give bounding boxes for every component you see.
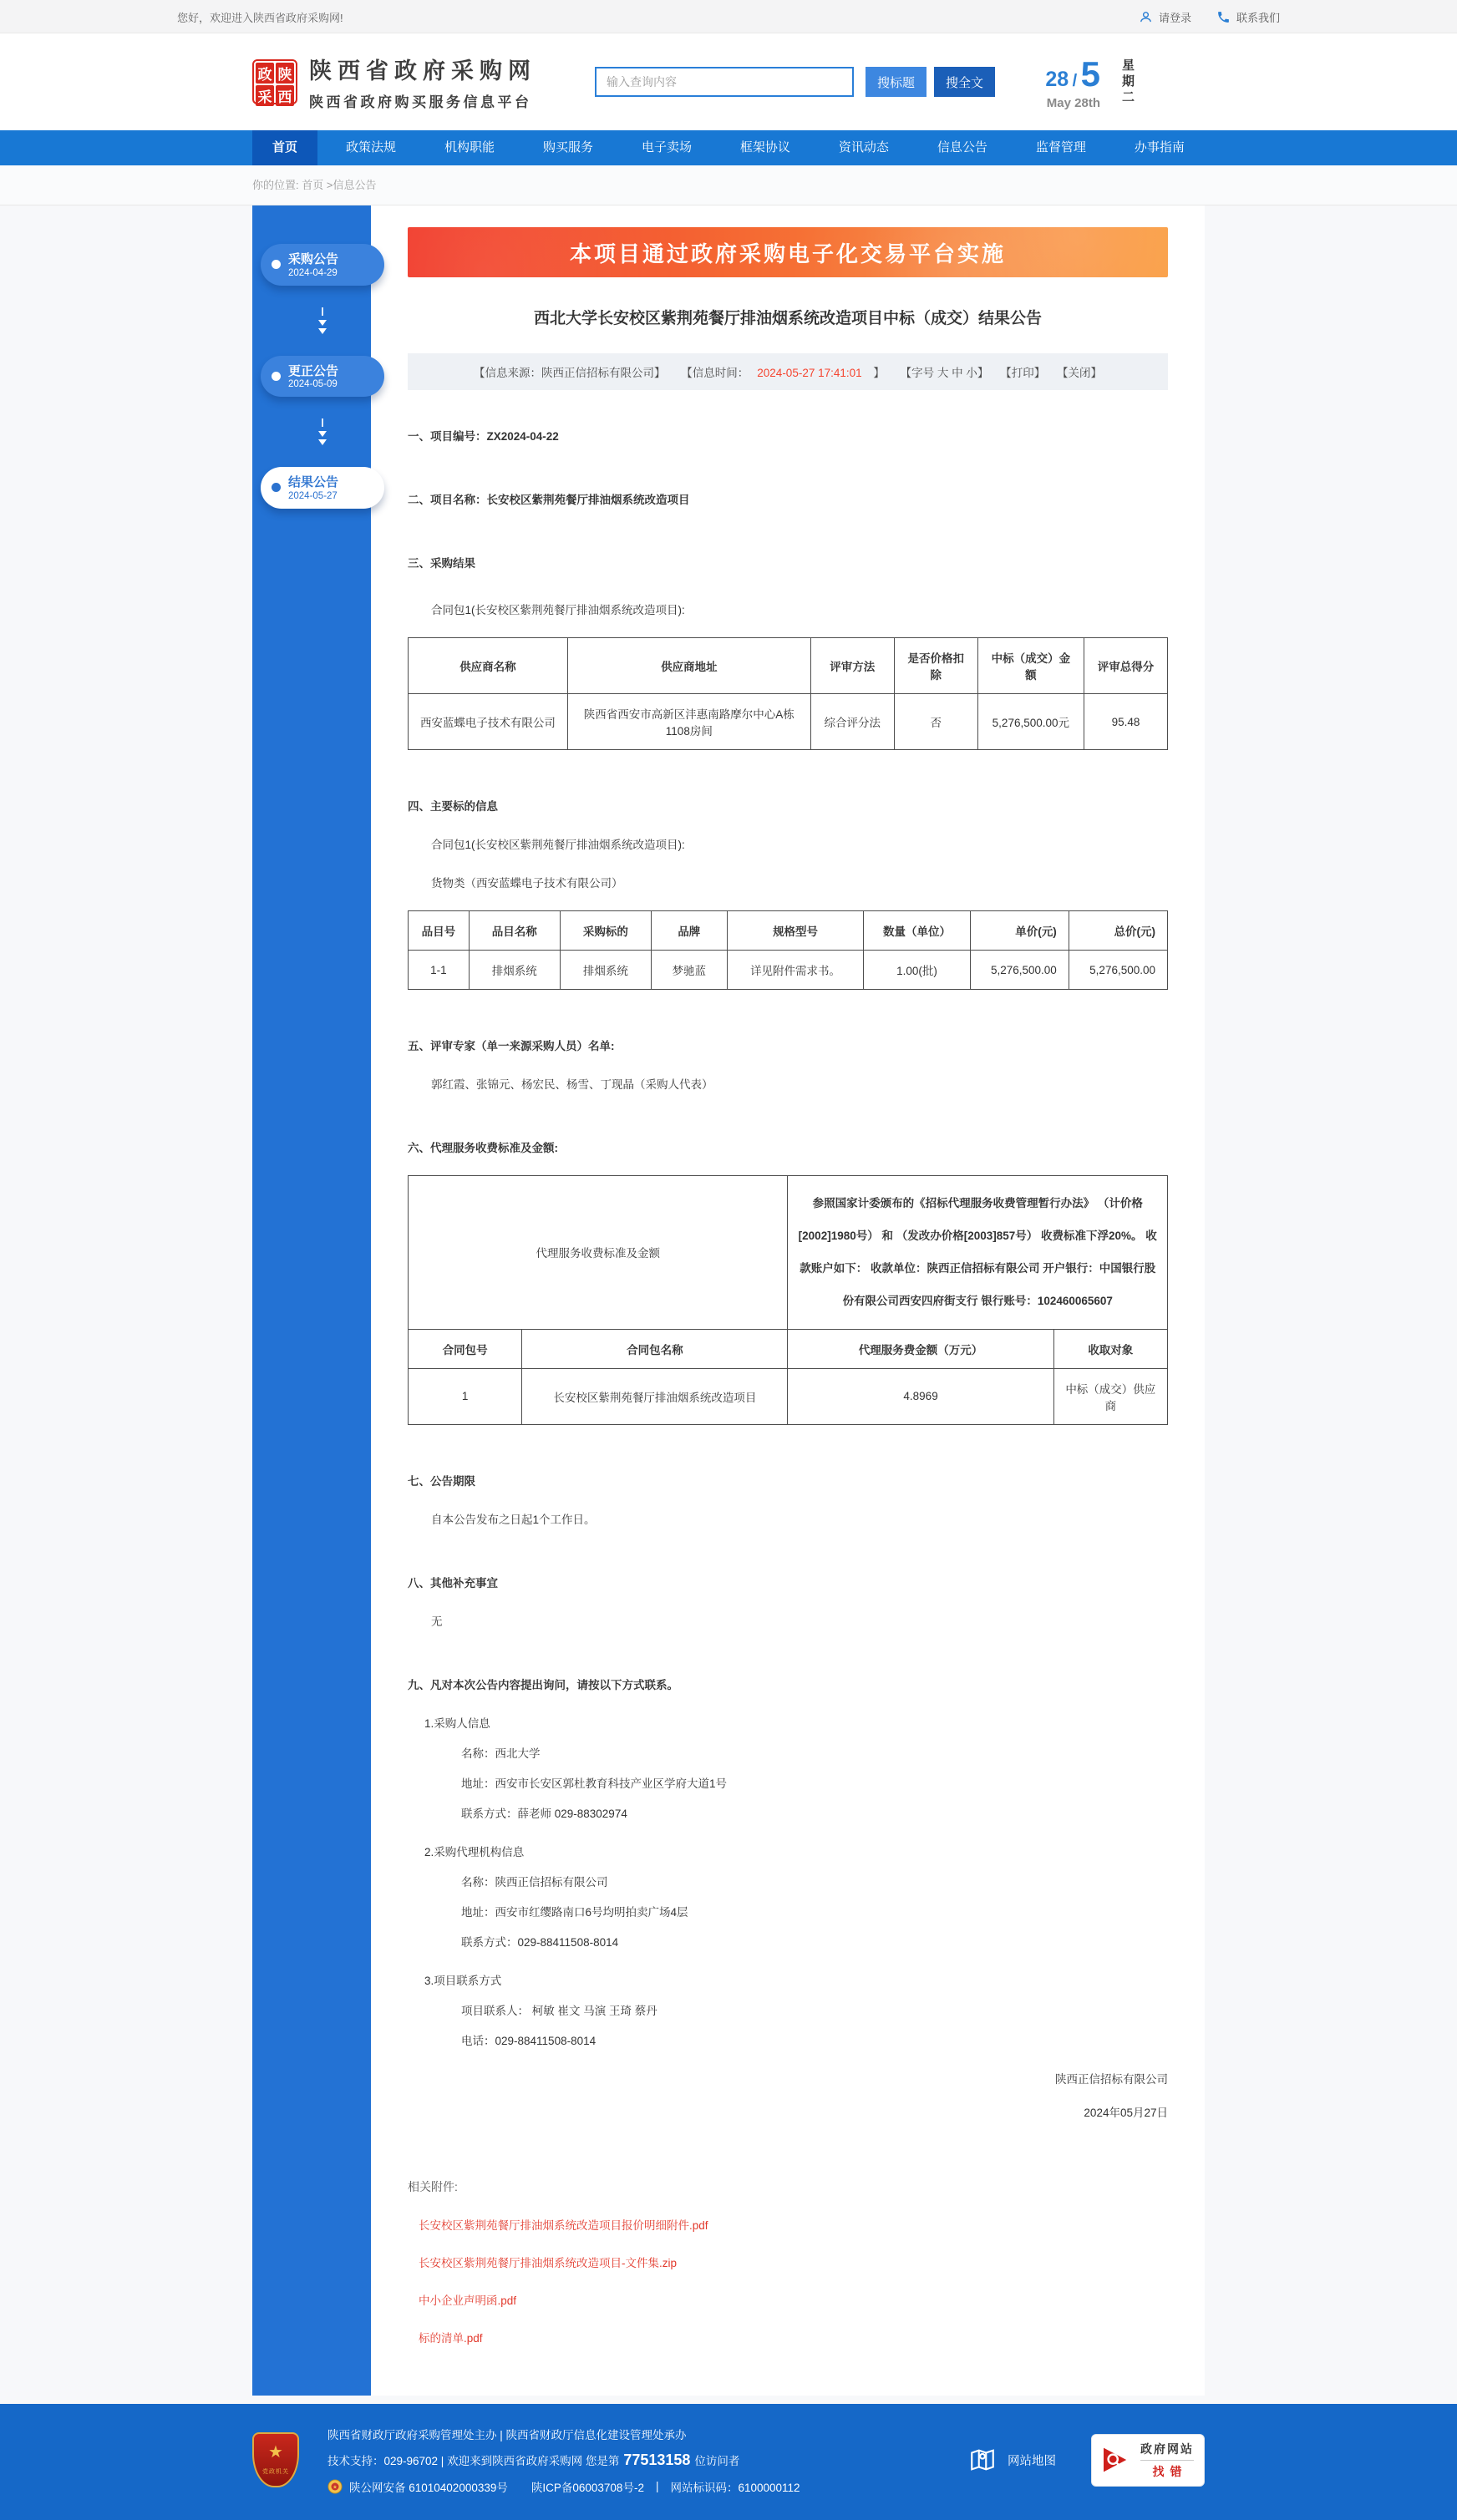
timeline-arrow-down-icon <box>261 418 384 445</box>
nav-item-guide[interactable]: 办事指南 <box>1134 140 1185 155</box>
table-row: 西安蓝蝶电子技术有限公司 陕西省西安市高新区沣惠南路摩尔中心A栋1108房间 综合评分法 否 5,276,500.00元 95.48 <box>409 694 1168 750</box>
attachment-link[interactable]: 长安校区紫荆苑餐厅排油烟系统改造项目-文件集.zip <box>419 2256 678 2269</box>
attachment-link[interactable]: 标的清单.pdf <box>419 2331 483 2345</box>
agency-contact: 联系方式：029-88411508-8014 <box>461 1935 619 1949</box>
phone-icon <box>1216 10 1231 24</box>
footer-registration-line: ★ 陕公网安备 61010402000339号 陕ICP备06003708号-2 | 网站标识码：6100000112 <box>327 2478 940 2495</box>
section-experts: 五、评审专家（单一来源采购人员）名单: <box>408 1040 615 1052</box>
table-row: 代理服务收费标准及金额 参照国家计委颁布的《招标代理服务收费管理暂行办法》 （计价格[2002]1980号） 和 （发改办价格[2003]857号） 收费标准下浮20%。 收款账户如下： 收款单位：陕西正信招标有限公司 开户银行：中国银行股份有限公司西安四府街支行 银行账号：102460065607 <box>409 1176 1168 1330</box>
breadcrumb-label: 你的位置: <box>252 179 299 191</box>
error-finder-icon <box>1102 2446 1132 2473</box>
purchaser-address: 地址：西安市长安区郭杜教育科技产业区学府大道1号 <box>461 1777 728 1790</box>
section-announcement-period: 七、公告期限 <box>408 1474 475 1488</box>
announcement-timeline-sidebar <box>252 205 371 2396</box>
breadcrumb: 你的位置: 首页 >信息公告 <box>252 179 377 191</box>
nav-item-purchase-services[interactable]: 购买服务 <box>542 140 593 155</box>
search-input[interactable] <box>595 67 854 97</box>
signature-date: 2024年05月27日 <box>1084 2106 1168 2119</box>
project-contact-phone: 电话：029-88411508-8014 <box>461 2034 597 2047</box>
info-time-value: 2024-05-27 17:41:01 <box>757 367 862 379</box>
table-header-row: 合同包号 合同包名称 代理服务费金额（万元） 收取对象 <box>409 1329 1168 1368</box>
weekday-label: 星期二 <box>1120 58 1135 106</box>
timeline-step-correction[interactable]: 更正公告 2024-05-09 <box>261 356 384 398</box>
date-widget: 28 / 5 May 28th 星期二 <box>1045 53 1135 110</box>
date-day: 28 <box>1045 67 1069 91</box>
nav-item-framework[interactable]: 框架协议 <box>739 140 790 155</box>
nav-item-news[interactable]: 资讯动态 <box>838 140 889 155</box>
subject-items-table <box>408 910 1168 990</box>
project-contact-persons: 项目联系人： 柯敏 崔文 马演 王琦 蔡丹 <box>461 2004 657 2017</box>
agency-name: 名称：陕西正信招标有限公司 <box>461 1875 608 1889</box>
section-other-matters: 八、其他补充事宜 <box>408 1576 498 1590</box>
goods-category-line: 货物类（西安蓝蝶电子技术有限公司） <box>431 877 623 890</box>
section-project-name: 二、项目名称：长安校区紫荆苑餐厅排油烟系统改造项目 <box>408 494 690 506</box>
footer-organizer-line: 陕西省财政厅政府采购管理处主办 | 陕西省财政厅信息化建设管理处承办 <box>327 2428 687 2441</box>
table-row: 1 长安校区紫荆苑餐厅排油烟系统改造项目 4.8969 中标（成交）供应商 <box>409 1368 1168 1424</box>
site-name: 陕西省政府采购网 <box>309 58 536 84</box>
breadcrumb-bar <box>0 165 1457 205</box>
main-nav <box>0 130 1457 165</box>
login-label: 请登录 <box>1158 11 1191 24</box>
user-icon <box>1139 10 1153 24</box>
other-matters-text: 无 <box>431 1615 443 1628</box>
attachments-label: 相关附件: <box>408 2179 458 2193</box>
attachment-link[interactable]: 长安校区紫荆苑餐厅排油烟系统改造项目报价明细附件.pdf <box>419 2218 708 2232</box>
experts-names: 郭红霞、张锦元、杨宏民、杨雪、丁现晶（采购人代表） <box>431 1078 713 1091</box>
purchaser-info-title: 1.采购人信息 <box>424 1716 490 1730</box>
project-contact-title: 3.项目联系方式 <box>424 1974 502 1987</box>
table-header-row: 品目号 品目名称 采购标的 品牌 规格型号 数量（单位） 单价(元) 总价(元) <box>409 911 1168 951</box>
page-title: 西北大学长安校区紫荆苑餐厅排油烟系统改造项目中标（成交）结果公告 <box>533 310 1042 327</box>
etrading-platform-banner: 本项目通过政府采购电子化交易平台实施 <box>408 227 1168 277</box>
close-button[interactable]: 【关闭】 <box>1056 367 1102 379</box>
purchaser-contact: 联系方式：薛老师 029-88302974 <box>461 1807 627 1820</box>
attachment-link[interactable]: 中小企业声明函.pdf <box>419 2294 517 2307</box>
footer-support-line: 技术支持：029-96702 | 欢迎来到陕西省政府采购网 您是第 77513158 位访问者 <box>327 2451 740 2468</box>
procurement-result-table <box>408 637 1168 750</box>
site-header <box>0 33 1457 130</box>
timeline-dot <box>272 372 281 381</box>
section-agency-fee: 六、代理服务收费标准及金额: <box>408 1142 558 1154</box>
search-fulltext-button[interactable]: 搜全文 <box>934 67 995 97</box>
icp-filing-link[interactable]: 陕ICP备06003708号-2 <box>531 2481 644 2494</box>
visitor-counter: 77513158 <box>623 2451 691 2468</box>
print-button[interactable]: 【打印】 <box>1000 367 1046 379</box>
seal-logo-icon: 政 陕 采 西 <box>252 59 297 104</box>
section-project-number: 一、项目编号：ZX2024-04-22 <box>408 430 559 443</box>
search-bar <box>595 67 995 97</box>
section-main-subject-info: 四、主要标的信息 <box>408 800 498 813</box>
timeline-step-procurement[interactable]: 采购公告 2024-04-29 <box>261 244 384 286</box>
font-size-control[interactable]: 【字号 大 中 小】 <box>900 367 989 379</box>
breadcrumb-home[interactable]: 首页 <box>302 179 324 191</box>
login-link[interactable] <box>1139 9 1191 25</box>
date-month: 5 <box>1080 53 1100 94</box>
site-footer <box>0 2404 1457 2520</box>
svg-text:★: ★ <box>333 2484 338 2491</box>
nav-item-policies[interactable]: 政策法规 <box>345 140 396 155</box>
date-english: May 28th <box>1046 95 1100 110</box>
footer-text-block <box>327 2426 940 2495</box>
timeline-arrow-down-icon <box>261 307 384 334</box>
section-procurement-result: 三、采购结果 <box>408 557 475 570</box>
welcome-text: 您好，欢迎进入陕西省政府采购网! <box>177 11 343 24</box>
info-time: 【信息时间： 2024-05-27 17:41:01 】 <box>681 367 885 379</box>
purchaser-name: 名称：西北大学 <box>461 1747 541 1760</box>
sitemap-link[interactable]: 网站地图 <box>968 2446 1056 2474</box>
announcement-period-text: 自本公告发布之日起1个工作日。 <box>431 1513 596 1526</box>
timeline-dot <box>272 260 281 269</box>
nav-item-announcements[interactable]: 信息公告 <box>937 140 987 155</box>
map-icon <box>968 2446 997 2474</box>
contact-us-label: 联系我们 <box>1236 11 1280 24</box>
agency-info-title: 2.采购代理机构信息 <box>424 1845 525 1858</box>
article-meta-bar <box>408 353 1168 390</box>
police-badge-icon <box>327 2479 343 2494</box>
main-zone <box>0 205 1457 2404</box>
nav-item-functions[interactable]: 机构职能 <box>444 140 495 155</box>
table-row: 1-1 排烟系统 排烟系统 梦驰蓝 详见附件需求书。 1.00(批) 5,276,500.00 5,276,500.00 <box>409 951 1168 990</box>
section-contact-methods: 九、凡对本次公告内容提出询问，请按以下方式联系。 <box>408 1678 678 1691</box>
search-title-button[interactable]: 搜标题 <box>866 67 926 97</box>
contract-package-line: 合同包1(长安校区紫荆苑餐厅排油烟系统改造项目): <box>431 839 685 851</box>
agency-address: 地址：西安市红缨路南口6号均明拍卖广场4层 <box>461 1905 688 1919</box>
signature-company: 陕西正信招标有限公司 <box>1055 2072 1168 2086</box>
top-utility-bar <box>0 0 1457 33</box>
nav-item-home[interactable]: 首页 <box>252 130 317 165</box>
contact-us-link[interactable] <box>1216 9 1280 25</box>
site-logo[interactable] <box>252 53 536 111</box>
contract-package-line: 合同包1(长安校区紫荆苑餐厅排油烟系统改造项目): <box>431 604 685 616</box>
signature-block <box>408 2070 1168 2120</box>
nav-item-supervision[interactable]: 监督管理 <box>1035 140 1086 155</box>
agency-fee-table <box>408 1175 1168 1425</box>
breadcrumb-current[interactable]: 信息公告 <box>333 179 377 191</box>
table-header-row: 供应商名称 供应商地址 评审方法 是否价格扣除 中标（成交）金额 评审总得分 <box>409 638 1168 694</box>
timeline-step-result[interactable]: 结果公告 2024-05-27 <box>261 467 384 509</box>
public-security-filing-link[interactable]: 陕公网安备 61010402000339号 <box>349 2481 508 2494</box>
timeline-dot <box>272 483 281 492</box>
party-government-emblem-icon: ★ 党政机关 <box>252 2432 299 2487</box>
site-code: 网站标识码：6100000112 <box>670 2481 800 2494</box>
gov-site-error-report-badge[interactable]: 政府网站 找错 <box>1091 2434 1205 2487</box>
announcement-article <box>371 205 1205 2396</box>
nav-item-emall[interactable]: 电子卖场 <box>641 140 692 155</box>
site-subtitle: 陕西省政府购买服务信息平台 <box>309 94 532 110</box>
info-source: 【信息来源：陕西正信招标有限公司】 <box>474 367 666 379</box>
